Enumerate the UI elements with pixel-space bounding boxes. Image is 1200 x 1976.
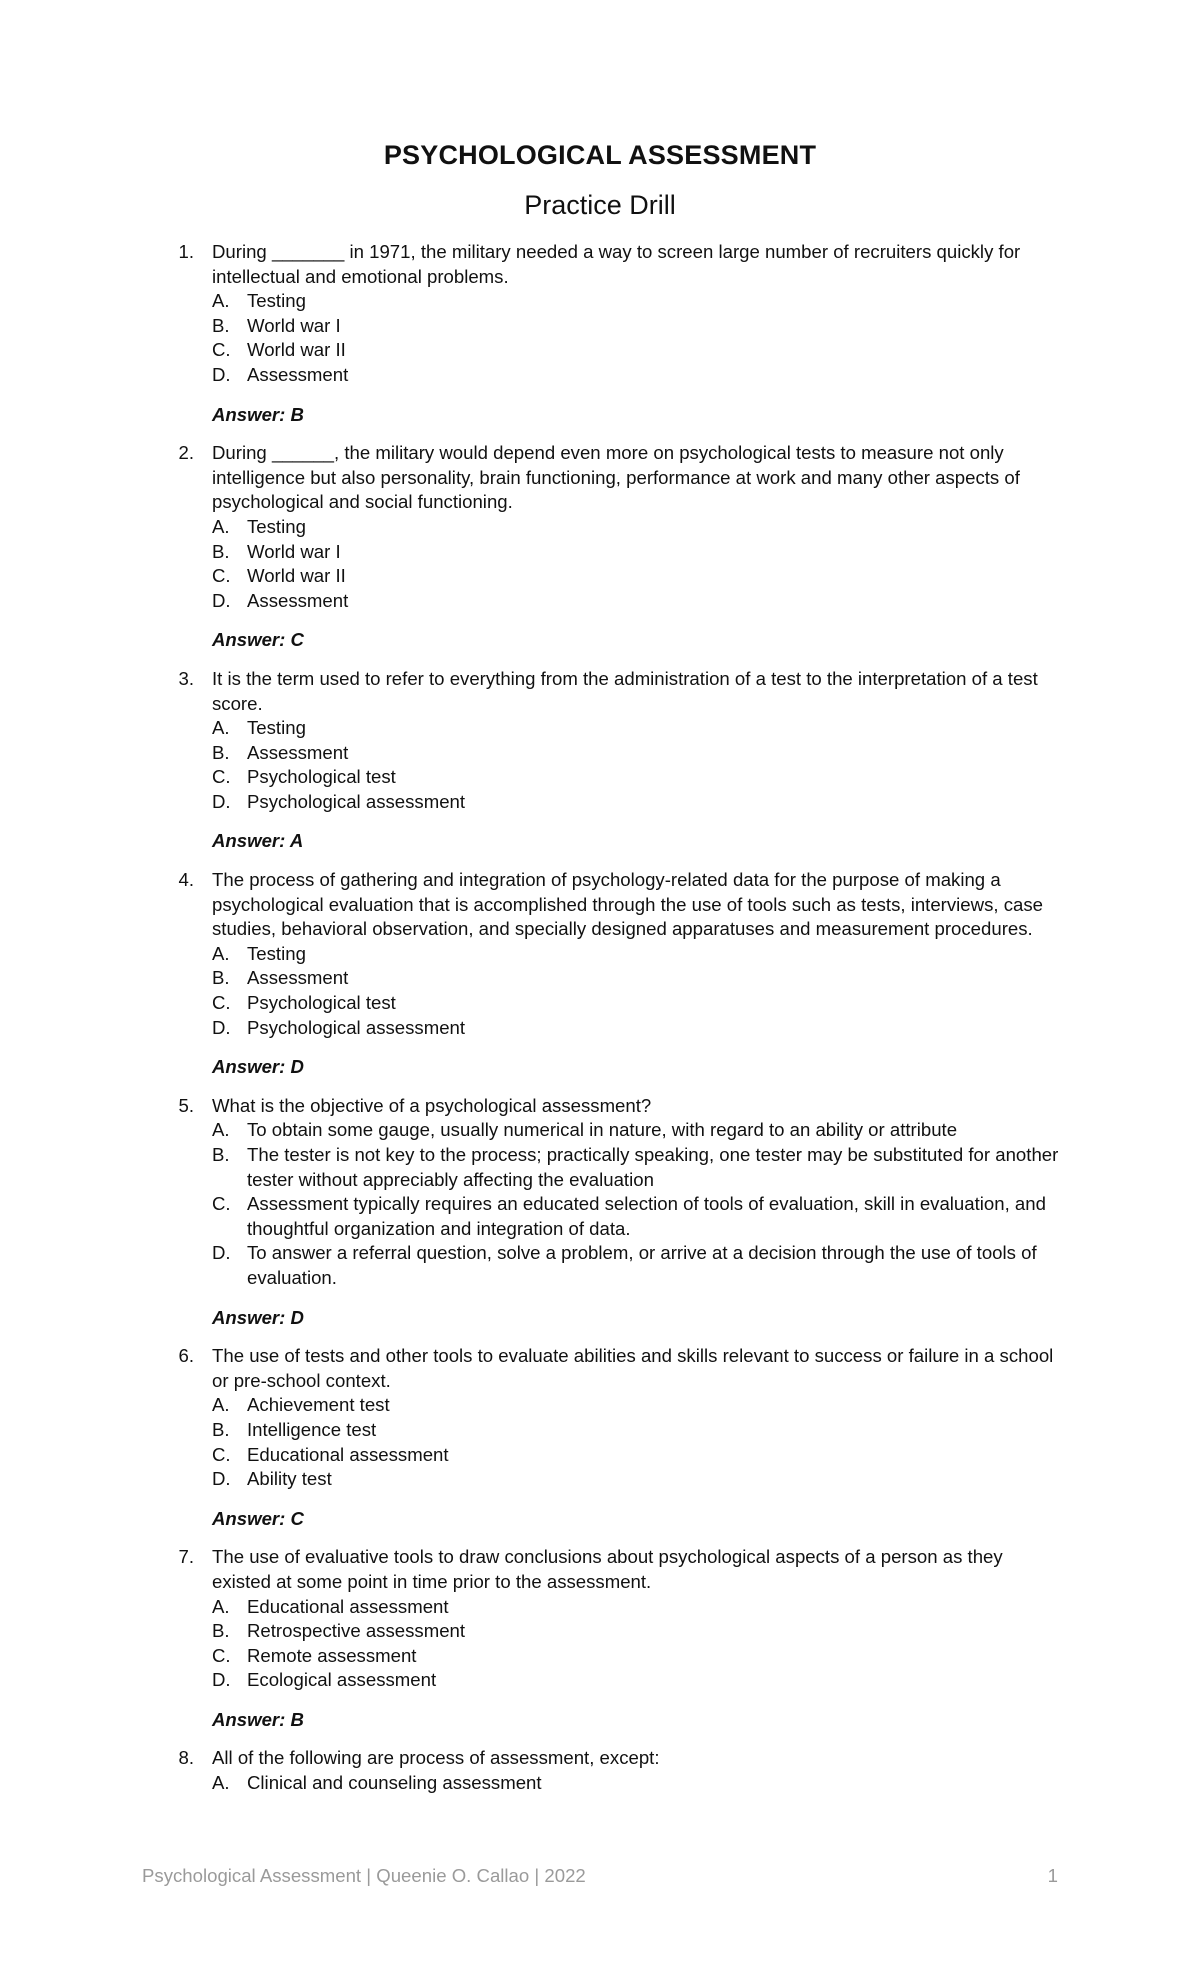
answer-key: Answer: C bbox=[212, 629, 304, 651]
question-text: The use of tests and other tools to evaluate abilities and skills relevant to success or failure in a school or pre-school context. bbox=[212, 1345, 1054, 1391]
question-text: The process of gathering and integration of psychology-related data for the purpose of making a psychological evaluation that is accomplished through the use of tools such as tests, interviews, case studies, behavioral observation, and specially designed apparatuses and measurement procedures. bbox=[212, 869, 1043, 940]
option-text: Psychological assessment bbox=[247, 790, 466, 812]
question-number: 6. bbox=[178, 1345, 194, 1367]
option-text: Ability test bbox=[247, 1468, 332, 1490]
answer-option bbox=[212, 1418, 1064, 1443]
answer-option bbox=[212, 1644, 1064, 1669]
option-text: Assessment bbox=[247, 363, 349, 385]
option-letter: A. bbox=[212, 942, 230, 964]
answer-option bbox=[212, 1143, 1064, 1192]
answer-option bbox=[212, 540, 1064, 565]
answer-option bbox=[212, 1192, 1064, 1241]
question-number: 5. bbox=[178, 1094, 194, 1116]
option-text: Psychological test bbox=[247, 992, 396, 1014]
option-text: Clinical and counseling assessment bbox=[247, 1772, 542, 1794]
option-text: Psychological test bbox=[247, 766, 396, 788]
option-list bbox=[212, 1118, 1064, 1290]
option-letter: C. bbox=[212, 565, 231, 587]
option-text: Ecological assessment bbox=[247, 1669, 437, 1691]
answer-option bbox=[212, 765, 1064, 790]
option-list bbox=[212, 289, 1064, 387]
option-list bbox=[212, 1771, 1064, 1796]
option-letter: B. bbox=[212, 741, 230, 763]
option-letter: C. bbox=[212, 1443, 231, 1465]
answer-option bbox=[212, 1393, 1064, 1418]
question-item bbox=[174, 667, 1064, 854]
option-text: Achievement test bbox=[247, 1394, 390, 1416]
answer-option bbox=[212, 289, 1064, 314]
option-text: Educational assessment bbox=[247, 1443, 449, 1465]
option-text: Assessment bbox=[247, 741, 349, 763]
option-text: Assessment bbox=[247, 589, 349, 611]
question-number: 3. bbox=[178, 667, 194, 689]
question-item bbox=[174, 240, 1064, 427]
option-text: Psychological assessment bbox=[247, 1016, 466, 1038]
option-list bbox=[212, 1393, 1064, 1491]
question-text: During ______, the military would depend even more on psychological tests to measure not only intelligence but also personality, brain functioning, performance at work and many other aspects of psychological and social functioning. bbox=[212, 442, 1020, 513]
option-letter: D. bbox=[212, 1242, 231, 1264]
option-text: Testing bbox=[247, 290, 306, 312]
option-letter: D. bbox=[212, 589, 231, 611]
answer-option bbox=[212, 1771, 1064, 1796]
option-letter: A. bbox=[212, 717, 230, 739]
answer-option bbox=[212, 790, 1064, 815]
question-item bbox=[174, 1094, 1064, 1330]
option-text: Intelligence test bbox=[247, 1418, 377, 1440]
answer-option bbox=[212, 515, 1064, 540]
option-text: The tester is not key to the process; practically speaking, one tester may be substituted for another tester without appreciably affecting the evaluation bbox=[247, 1144, 1059, 1190]
option-letter: C. bbox=[212, 1193, 231, 1215]
question-text: All of the following are process of assessment, except: bbox=[212, 1747, 660, 1769]
option-list bbox=[212, 515, 1064, 613]
option-text: Testing bbox=[247, 942, 306, 964]
answer-key: Answer: C bbox=[212, 1507, 304, 1529]
question-list bbox=[174, 240, 1064, 1796]
answer-key: Answer: B bbox=[212, 403, 304, 425]
document-title: PSYCHOLOGICAL ASSESSMENT bbox=[383, 140, 817, 170]
answer-option bbox=[212, 741, 1064, 766]
option-text: Educational assessment bbox=[247, 1595, 449, 1617]
option-letter: A. bbox=[212, 1119, 230, 1141]
question-number: 1. bbox=[178, 241, 194, 262]
question-text: What is the objective of a psychological assessment? bbox=[212, 1094, 652, 1116]
question-item bbox=[174, 441, 1064, 653]
answer-option bbox=[212, 1241, 1064, 1290]
option-letter: B. bbox=[212, 1144, 230, 1165]
question-number: 4. bbox=[178, 869, 194, 891]
option-letter: B. bbox=[212, 314, 230, 336]
question-number: 2. bbox=[178, 442, 194, 464]
option-letter: C. bbox=[212, 992, 231, 1014]
question-item bbox=[174, 868, 1064, 1080]
document-subtitle: Practice Drill bbox=[524, 190, 676, 220]
question-item bbox=[174, 1344, 1064, 1531]
answer-option bbox=[212, 1118, 1064, 1143]
option-list bbox=[212, 1595, 1064, 1693]
answer-option bbox=[212, 314, 1064, 339]
answer-key: Answer: B bbox=[212, 1708, 304, 1730]
question-text: During _______ in 1971, the military needed a way to screen large number of recruiters quickly for intellectual and emotional problems. bbox=[212, 241, 1021, 287]
answer-key: Answer: D bbox=[212, 1056, 304, 1078]
option-text: Retrospective assessment bbox=[247, 1620, 466, 1642]
answer-option bbox=[212, 564, 1064, 589]
option-list bbox=[212, 716, 1064, 814]
answer-key: Answer: A bbox=[212, 830, 304, 852]
option-letter: C. bbox=[212, 766, 231, 788]
option-text: World war II bbox=[247, 565, 346, 587]
option-text: Testing bbox=[247, 515, 306, 537]
answer-option bbox=[212, 966, 1064, 991]
question-item bbox=[174, 1545, 1064, 1732]
answer-option bbox=[212, 991, 1064, 1016]
option-letter: D. bbox=[212, 363, 231, 385]
question-text: It is the term used to refer to everything from the administration of a test to the interpretation of a test score. bbox=[212, 667, 1038, 714]
option-letter: A. bbox=[212, 1394, 230, 1416]
question-number: 7. bbox=[178, 1546, 194, 1568]
option-letter: A. bbox=[212, 1595, 230, 1617]
option-letter: D. bbox=[212, 790, 231, 812]
answer-option bbox=[212, 1016, 1064, 1041]
option-text: Assessment bbox=[247, 967, 349, 989]
option-letter: A. bbox=[212, 1772, 230, 1794]
answer-option bbox=[212, 942, 1064, 967]
option-text: To answer a referral question, solve a problem, or arrive at a decision through the use of tools of evaluation. bbox=[247, 1242, 1037, 1288]
answer-key: Answer: D bbox=[212, 1306, 304, 1328]
answer-option bbox=[212, 1668, 1064, 1693]
option-text: To obtain some gauge, usually numerical in nature, with regard to an ability or attribute bbox=[247, 1119, 958, 1141]
option-text: World war I bbox=[247, 540, 341, 562]
answer-option bbox=[212, 1619, 1064, 1644]
option-text: Assessment typically requires an educated selection of tools of evaluation, skill in evaluation, and thoughtful organization and integration of data. bbox=[247, 1193, 1046, 1239]
option-letter: C. bbox=[212, 1644, 231, 1666]
option-text: Testing bbox=[247, 717, 306, 739]
footer-text: Psychological Assessment | Queenie O. Callao | 2022 bbox=[142, 1865, 586, 1886]
question-text: The use of evaluative tools to draw conclusions about psychological aspects of a person as they existed at some point in time prior to the assessment. bbox=[212, 1546, 1003, 1592]
answer-option bbox=[212, 589, 1064, 614]
answer-option bbox=[212, 1595, 1064, 1620]
option-text: Remote assessment bbox=[247, 1644, 417, 1666]
question-item bbox=[174, 1746, 1064, 1795]
answer-option bbox=[212, 1443, 1064, 1468]
answer-option bbox=[212, 338, 1064, 363]
option-letter: D. bbox=[212, 1468, 231, 1490]
option-letter: A. bbox=[212, 290, 230, 312]
question-number: 8. bbox=[178, 1747, 194, 1769]
answer-option bbox=[212, 363, 1064, 388]
option-letter: D. bbox=[212, 1669, 231, 1691]
option-letter: B. bbox=[212, 1418, 230, 1440]
answer-option bbox=[212, 1467, 1064, 1492]
option-letter: B. bbox=[212, 540, 230, 562]
option-letter: B. bbox=[212, 1620, 230, 1642]
answer-option bbox=[212, 716, 1064, 741]
option-letter: C. bbox=[212, 339, 231, 361]
page-number: 1 bbox=[1047, 1865, 1058, 1886]
option-text: World war I bbox=[247, 314, 341, 336]
option-letter: D. bbox=[212, 1016, 231, 1038]
option-letter: A. bbox=[212, 515, 230, 537]
option-letter: B. bbox=[212, 967, 230, 989]
option-text: World war II bbox=[247, 339, 346, 361]
option-list bbox=[212, 942, 1064, 1040]
